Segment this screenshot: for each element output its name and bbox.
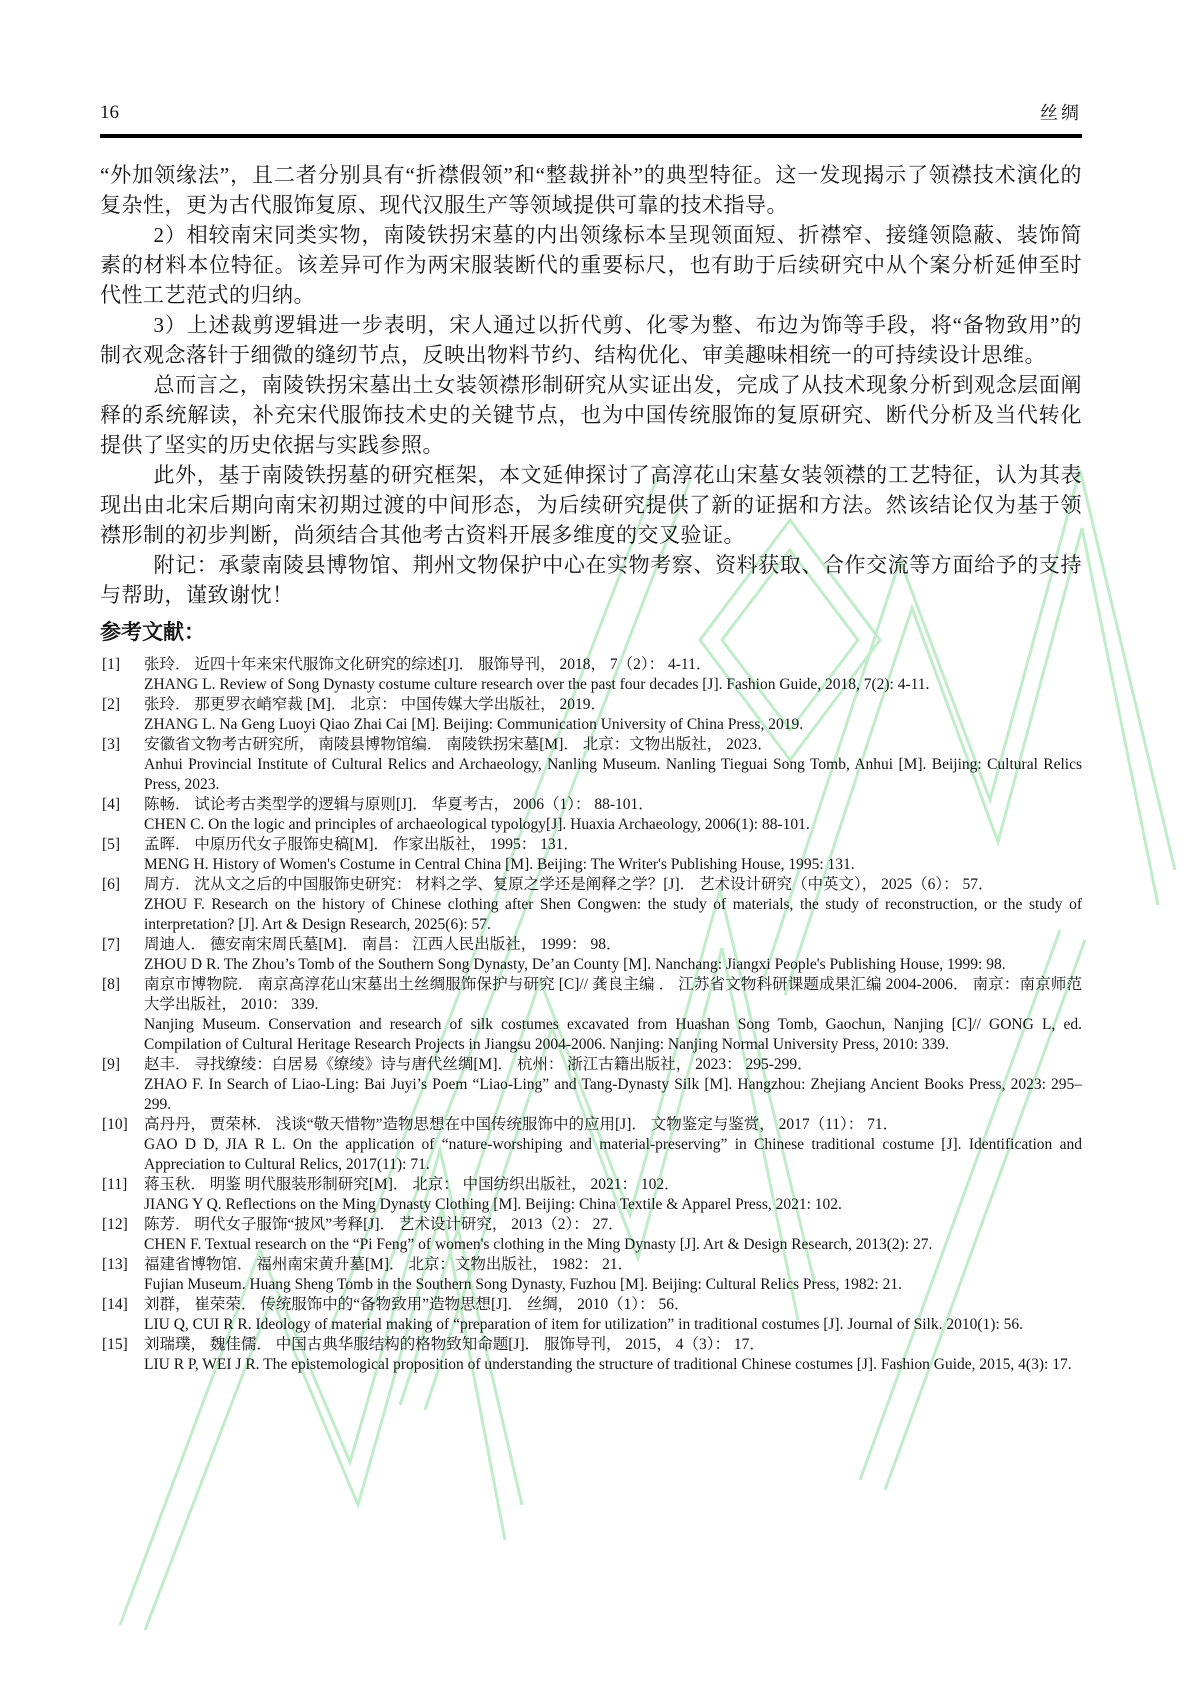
reference-item [100,695,1082,735]
reference-item [100,975,1082,1055]
reference-text-en: Nanjing Museum. Conservation and research of silk costumes excavated from Huashan Song Tomb, Gaochun, Nanjing [C]// GONG L, ed. Compilation of Cultural Heritage Research Projects in Jiangsu 2004-2006. Nanjing: Nanjing Normal University Press, 2010: 339. [144,1016,1082,1053]
reference-number: [10] [102,1116,128,1133]
reference-text-zh: 孟晖． 中原历代女子服饰史稿[M]． 作家出版社， 1995： 131． [144,836,579,853]
reference-text-zh: 安徽省文物考古研究所， 南陵县博物馆编． 南陵铁拐宋墓[M]． 北京：文物出版社， 2023． [144,736,773,753]
reference-item [100,735,1082,795]
reference-number: [13] [102,1256,128,1273]
reference-text-zh: 赵丰． 寻找缭绫：白居易《缭绫》诗与唐代丝绸[M]． 杭州： 浙江古籍出版社， 2023： 295-299． [144,1056,813,1073]
reference-item [100,875,1082,935]
reference-text-en: ZHOU F. Research on the history of Chinese clothing after Shen Congwen: the study of materials, the study of reconstruction, or the study of interpretation? [J]. Art & Design Research, 2025(6): 57. [144,896,1082,933]
reference-text-en: ZHAO F. In Search of Liao-Ling: Bai Juyi’s Poem “Liao-Ling” and Tang-Dynasty Silk [M]. Hangzhou: Zhejiang Ancient Books Press, 2023: 295–299. [144,1076,1082,1113]
header-rule [100,134,1082,138]
reference-item [100,1295,1082,1335]
reference-item [100,655,1082,695]
reference-number: [11] [102,1176,128,1193]
reference-item [100,1115,1082,1175]
reference-text-en: GAO D D, JIA R L. On the application of “nature-worshiping and material-preserving” in Chinese traditional costume [J]. Identification and Appreciation to Cultural Relics, 2017(11): 71. [144,1136,1082,1173]
reference-number: [8] [102,976,121,993]
reference-number: [14] [102,1296,128,1313]
reference-number: [2] [102,696,121,713]
reference-number: [1] [102,656,121,673]
reference-item [100,1215,1082,1255]
reference-item [100,1175,1082,1215]
article-body [100,160,1082,1375]
reference-number: [6] [102,876,121,893]
body-paragraph: 3）上述裁剪逻辑进一步表明，宋人通过以折代剪、化零为整、布边为饰等手段，将“备物致用”的制衣观念落针于细微的缝纫节点，反映出物料节约、结构优化、审美趣味相统一的可持续设计思维。 [100,313,1082,367]
reference-text-en: CHEN C. On the logic and principles of archaeological typology[J]. Huaxia Archaeology, 2006(1): 88-101. [144,816,810,833]
reference-number: [5] [102,836,121,853]
reference-number: [4] [102,796,121,813]
reference-text-zh: 刘瑞璞， 魏佳儒． 中国古典华服结构的格物致知命题[J]． 服饰导刊， 2015， 4（3）： 17． [144,1336,765,1353]
reference-number: [12] [102,1216,128,1233]
reference-text-zh: 张玲． 近四十年来宋代服饰文化研究的综述[J]． 服饰导刊， 2018， 7（2）： 4-11． [144,656,712,673]
body-paragraph: 附记：承蒙南陵县博物馆、荆州文物保护中心在实物考察、资料获取、合作交流等方面给予的支持与帮助，谨致谢忱！ [100,553,1082,607]
body-paragraphs [100,160,1082,610]
reference-text-en: Anhui Provincial Institute of Cultural Relics and Archaeology, Nanling Museum. Nanling Tieguai Song Tomb, Anhui [M]. Beijing: Cultural Relics Press, 2023. [144,756,1082,793]
body-paragraph: “外加领缘法”，且二者分别具有“折襟假领”和“整裁拼补”的典型特征。这一发现揭示了领襟技术演化的复杂性，更为古代服饰复原、现代汉服生产等领域提供可靠的技术指导。 [100,163,1082,217]
references-heading: 参考文献： [100,621,205,644]
reference-text-zh: 福建省博物馆． 福州南宋黄升墓[M]． 北京：文物出版社， 1982： 21． [144,1256,634,1273]
reference-text-zh: 周迪人． 德安南宋周氏墓[M]． 南昌： 江西人民出版社， 1999： 98． [144,936,622,953]
reference-number: [7] [102,936,121,953]
body-paragraph: 此外，基于南陵铁拐墓的研究框架，本文延伸探讨了高淳花山宋墓女装领襟的工艺特征，认为其表现出由北宋后期向南宋初期过渡的中间形态，为后续研究提供了新的证据和方法。然该结论仅为基于领襟形制的初步判断，尚须结合其他考古资料开展多维度的交叉验证。 [100,463,1082,547]
reference-text-en: LIU Q, CUI R R. Ideology of material making of “preparation of item for utilization” in traditional costumes [J]. Journal of Silk. 2010(1): 56. [144,1316,1023,1333]
reference-text-en: MENG H. History of Women's Costume in Central China [M]. Beijing: The Writer's Publishing House, 1995: 131. [144,856,855,873]
reference-text-en: ZHANG L. Review of Song Dynasty costume culture research over the past four decades [J]. Fashion Guide, 2018, 7(2): 4-11. [144,676,930,693]
reference-number: [15] [102,1336,128,1353]
reference-text-zh: 陈芳． 明代女子服饰“披风”考释[J]． 艺术设计研究， 2013（2）： 27． [144,1216,624,1233]
reference-item [100,935,1082,975]
reference-text-zh: 周方． 沈从文之后的中国服饰史研究： 材料之学、复原之学还是阐释之学？[J]． 艺术设计研究（中英文）， 2025（6）： 57． [144,876,994,893]
reference-text-en: ZHOU D R. The Zhou’s Tomb of the Southern Song Dynasty, De’an County [M]. Nanchang: Jiangxi People's Publishing House, 1999: 98. [144,956,1006,973]
journal-title: 丝绸 [1040,103,1082,123]
reference-item [100,1055,1082,1115]
page-number: 16 [100,102,119,123]
reference-text-en: LIU R P, WEI J R. The epistemological proposition of understanding the structure of traditional Chinese costumes [J]. Fashion Guide, 2015, 4(3): 17. [144,1356,1072,1373]
reference-text-zh: 陈畅． 试论考古类型学的逻辑与原则[J]． 华夏考古， 2006（1）： 88-101． [144,796,654,813]
reference-text-en: CHEN F. Textual research on the “Pi Feng” of women's clothing in the Ming Dynasty [J]. Art & Design Research, 2013(2): 27. [144,1236,933,1253]
reference-text-zh: 南京市博物院． 南京高淳花山宋墓出土丝绸服饰保护与研究 [C]// 龚良主编 ． 江苏省文物科研课题成果汇编 2004-2006． 南京：南京师范大学出版社， 2010： 339. [144,976,1082,1013]
reference-text-en: Fujian Museum. Huang Sheng Tomb in the Southern Song Dynasty, Fuzhou [M]. Beijing: Cultural Relics Press, 1982: 21. [144,1276,902,1293]
body-paragraph: 总而言之，南陵铁拐宋墓出土女装领襟形制研究从实证出发，完成了从技术现象分析到观念层面阐释的系统解读，补充宋代服饰技术史的关键节点，也为中国传统服饰的复原研究、断代分析及当代转化提供了坚实的历史依据与实践参照。 [100,373,1082,457]
reference-text-zh: 高丹丹， 贾荣林． 浅谈“敬天惜物”造物思想在中国传统服饰中的应用[J]． 文物鉴定与鉴赏， 2017（11）： 71． [144,1116,899,1133]
reference-text-en: JIANG Y Q. Reflections on the Ming Dynasty Clothing [M]. Beijing: China Textile & Apparel Press, 2021: 102. [144,1196,842,1213]
reference-number: [3] [102,736,121,753]
body-paragraph: 2）相较南宋同类实物，南陵铁拐宋墓的内出领缘标本呈现领面短、折襟窄、接缝领隐蔽、装饰简素的材料本位特征。该差异可作为两宋服装断代的重要标尺，也有助于后续研究中从个案分析延伸至时代性工艺范式的归纳。 [100,223,1082,307]
references-list [100,655,1082,1375]
reference-number: [9] [102,1056,121,1073]
reference-item [100,835,1082,875]
reference-item [100,795,1082,835]
reference-text-zh: 蒋玉秋． 明鉴 明代服装形制研究[M]． 北京： 中国纺织出版社， 2021： 102． [144,1176,680,1193]
reference-text-zh: 张玲． 那更罗衣峭窄裁 [M]． 北京： 中国传媒大学出版社， 2019． [144,696,606,713]
reference-text-zh: 刘群， 崔荣荣． 传统服饰中的“备物致用”造物思想[J]． 丝绸， 2010（1）： 56． [144,1296,690,1313]
page-header [100,101,1082,125]
reference-text-en: ZHANG L. Na Geng Luoyi Qiao Zhai Cai [M]. Beijing: Communication University of China Press, 2019. [144,716,804,733]
reference-item [100,1335,1082,1375]
reference-item [100,1255,1082,1295]
